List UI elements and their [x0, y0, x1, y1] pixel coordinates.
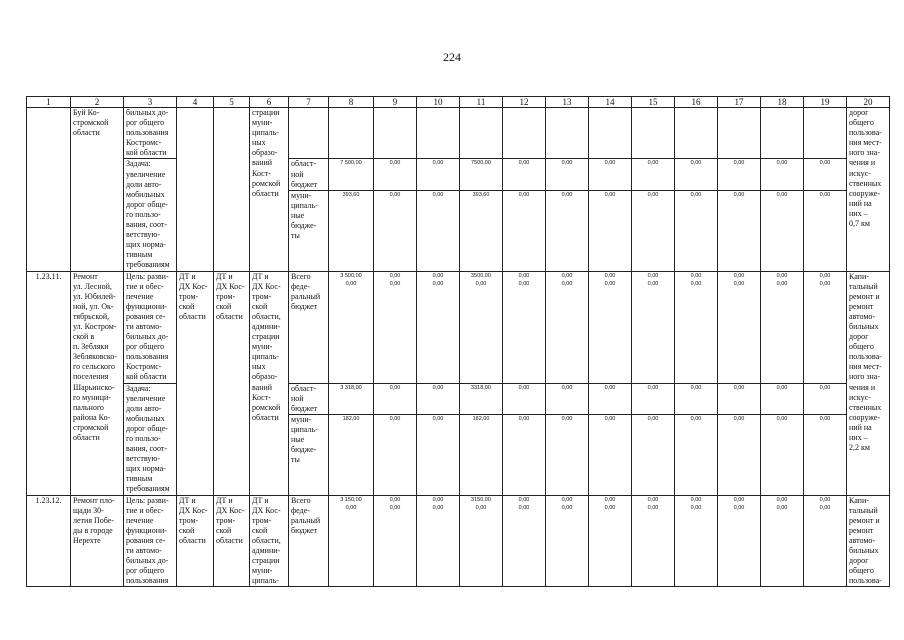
value-cell: 0,00 — [417, 415, 460, 496]
header-cell: 2 — [71, 97, 124, 108]
funding-source: област- ной бюджет — [289, 383, 329, 414]
value-cell: 3150,00 0,00 — [460, 495, 503, 587]
value-cell: 0,00 0,00 — [632, 271, 675, 383]
value-cell: 0,00 — [546, 190, 589, 271]
funding-source: област- ной бюджет — [289, 159, 329, 190]
coexecutor-cell: ДТ и ДХ Кос- тром- ской области — [214, 271, 250, 495]
value-cell: 0,00 0,00 — [675, 495, 718, 587]
value-cell: 0,00 0,00 — [417, 495, 460, 587]
value-cell: 3500,00 0,00 — [460, 271, 503, 383]
value-cell: 0,00 — [546, 383, 589, 414]
value-cell — [718, 108, 761, 159]
value-cell: 0,00 — [374, 415, 417, 496]
value-cell: 0,00 — [374, 383, 417, 414]
value-cell: 0,00 — [804, 159, 847, 190]
value-cell: 0,00 — [632, 159, 675, 190]
value-cell: 0,00 0,00 — [804, 271, 847, 383]
header-cell: 3 — [124, 97, 177, 108]
row-number — [27, 108, 71, 272]
value-cell: 0,00 — [718, 190, 761, 271]
header-cell: 11 — [460, 97, 503, 108]
value-cell: 0,00 0,00 — [675, 271, 718, 383]
expected-result: Капи- тальный ремонт и ремонт автомо- бильных дорог общего пользова- — [847, 495, 890, 587]
page-number: 224 — [443, 50, 461, 64]
participants-cell: страции муни- ципаль- ных образо- ваний Кост- ромской области — [250, 108, 289, 272]
expected-result: Капи- тальный ремонт и ремонт автомо- бильных дорог общего пользова- ния мест- ного зна- чения и искус- ственных сооруже- ний на них – 2,2 км — [847, 271, 890, 495]
task-cell: Задача: увеличение доли авто- мобильных дорог обще- го пользо- вания, соот- ветствую- щих норма- тивным требованиям — [124, 383, 177, 495]
value-cell — [632, 108, 675, 159]
value-cell: 0,00 0,00 — [417, 271, 460, 383]
value-cell: 393,60 — [329, 190, 374, 271]
executor-cell — [177, 108, 214, 272]
task-cell: Задача: увеличение доли авто- мобильных дорог обще- го пользо- вания, соот- ветствую- щих норма- тивным требованиям — [124, 159, 177, 271]
value-cell — [675, 108, 718, 159]
value-cell — [761, 108, 804, 159]
value-cell: 0,00 0,00 — [761, 495, 804, 587]
value-cell: 0,00 — [503, 383, 546, 414]
value-cell: 7500,00 — [460, 159, 503, 190]
value-cell: 0,00 — [546, 415, 589, 496]
value-cell: 0,00 — [675, 415, 718, 496]
value-cell: 0,00 — [675, 159, 718, 190]
value-cell: 0,00 — [374, 190, 417, 271]
header-cell: 12 — [503, 97, 546, 108]
header-cell: 4 — [177, 97, 214, 108]
header-cell: 5 — [214, 97, 250, 108]
value-cell: 3318,00 — [460, 383, 503, 414]
value-cell: 0,00 — [589, 415, 632, 496]
executor-cell: ДТ и ДХ Кос- тром- ской области — [177, 271, 214, 495]
value-cell: 0,00 — [675, 383, 718, 414]
value-cell: 0,00 — [589, 383, 632, 414]
value-cell: 7 500,00 — [329, 159, 374, 190]
coexecutor-cell — [214, 108, 250, 272]
value-cell: 0,00 — [675, 190, 718, 271]
value-cell: 0,00 0,00 — [718, 271, 761, 383]
header-cell: 15 — [632, 97, 675, 108]
value-cell — [804, 108, 847, 159]
activity-name: Ремонт ул. Лесной, ул. Юбилей- ной, ул. Ок- тябрьской, ул. Костром- ской в п. Зебляки Зебляковско- го сельского поселения Шарьинско- го муници- пального района Ко- стромской области — [71, 271, 124, 495]
coexecutor-cell: ДТ и ДХ Кос- тром- ской области — [214, 495, 250, 587]
value-cell: 0,00 0,00 — [589, 495, 632, 587]
goal-cell: Цель: разви- тие и обес- печение функциони- рования се- ти автомо- бильных до- рог общего пользования Костромс- кой области — [124, 271, 177, 383]
value-cell: 0,00 0,00 — [503, 495, 546, 587]
header-cell: 1 — [27, 97, 71, 108]
activity-name: Ремонт пло- щади 30- летия Побе- ды в городе Нерехте — [71, 495, 124, 587]
value-cell: 0,00 — [546, 159, 589, 190]
header-cell: 10 — [417, 97, 460, 108]
value-cell: 0,00 — [804, 415, 847, 496]
value-cell: 0,00 — [804, 190, 847, 271]
value-cell: 0,00 0,00 — [589, 271, 632, 383]
value-cell: 0,00 — [503, 415, 546, 496]
header-cell: 20 — [847, 97, 890, 108]
value-cell — [503, 108, 546, 159]
value-cell — [589, 108, 632, 159]
value-cell: 0,00 0,00 — [761, 271, 804, 383]
value-cell: 3 318,00 — [329, 383, 374, 414]
value-cell — [329, 108, 374, 159]
value-cell: 0,00 — [503, 190, 546, 271]
value-cell: 0,00 0,00 — [804, 495, 847, 587]
value-cell: 0,00 0,00 — [546, 495, 589, 587]
header-cell: 13 — [546, 97, 589, 108]
header-cell: 17 — [718, 97, 761, 108]
value-cell: 0,00 — [417, 190, 460, 271]
value-cell — [374, 108, 417, 159]
header-cell: 19 — [804, 97, 847, 108]
value-cell: 0,00 — [589, 190, 632, 271]
value-cell — [460, 108, 503, 159]
value-cell: 0,00 — [804, 383, 847, 414]
value-cell: 3 500,00 0,00 — [329, 271, 374, 383]
table-row — [27, 495, 890, 587]
expected-result: дорог общего пользова- ния мест- ного зна- чения и искус- ственных сооруже- ний на них – 0,7 км — [847, 108, 890, 272]
row-number: 1.23.12. — [27, 495, 71, 587]
value-cell: 0,00 — [503, 159, 546, 190]
value-cell: 0,00 — [632, 415, 675, 496]
header-cell: 9 — [374, 97, 417, 108]
value-cell: 0,00 — [761, 415, 804, 496]
goal-cell: Цель: разви- тие и обес- печение функциони- рования се- ти автомо- бильных до- рог общего пользования — [124, 495, 177, 587]
header-cell: 18 — [761, 97, 804, 108]
value-cell: 182,00 — [460, 415, 503, 496]
table-row — [27, 383, 890, 414]
activity-name: Буй Ко- стромской области — [71, 108, 124, 272]
goal-cell: бильных до- рог общего пользования Костромс- кой области — [124, 108, 177, 159]
value-cell: 0,00 — [718, 383, 761, 414]
value-cell: 0,00 — [417, 159, 460, 190]
funding-source: Всего феде- ральный бюджет — [289, 495, 329, 587]
value-cell: 182,00 — [329, 415, 374, 496]
value-cell: 0,00 — [374, 159, 417, 190]
table-row — [27, 159, 890, 190]
value-cell: 0,00 — [761, 159, 804, 190]
value-cell: 0,00 — [417, 383, 460, 414]
value-cell: 3 150,00 0,00 — [329, 495, 374, 587]
executor-cell: ДТ и ДХ Кос- тром- ской области — [177, 495, 214, 587]
header-row — [27, 97, 890, 108]
value-cell: 393,60 — [460, 190, 503, 271]
funding-source: муни- ципаль- ные бюдже- ты — [289, 190, 329, 271]
row-number: 1.23.11. — [27, 271, 71, 495]
header-cell: 6 — [250, 97, 289, 108]
value-cell: 0,00 0,00 — [718, 495, 761, 587]
value-cell: 0,00 — [718, 159, 761, 190]
value-cell: 0,00 0,00 — [374, 271, 417, 383]
value-cell: 0,00 0,00 — [632, 495, 675, 587]
value-cell: 0,00 — [761, 383, 804, 414]
header-cell: 14 — [589, 97, 632, 108]
value-cell: 0,00 0,00 — [546, 271, 589, 383]
funding-source: Всего феде- ральный бюджет — [289, 271, 329, 383]
funding-source: муни- ципаль- ные бюдже- ты — [289, 415, 329, 496]
table-row — [27, 271, 890, 383]
value-cell: 0,00 — [589, 159, 632, 190]
value-cell: 0,00 0,00 — [503, 271, 546, 383]
value-cell: 0,00 0,00 — [374, 495, 417, 587]
funding-source — [289, 108, 329, 159]
value-cell: 0,00 — [632, 190, 675, 271]
header-cell: 16 — [675, 97, 718, 108]
program-table — [26, 96, 890, 587]
table-row — [27, 108, 890, 159]
value-cell: 0,00 — [632, 383, 675, 414]
value-cell — [546, 108, 589, 159]
participants-cell: ДТ и ДХ Кос- тром- ской области, админи- страции муни- ципаль- — [250, 495, 289, 587]
participants-cell: ДТ и ДХ Кос- тром- ской области, админи- страции муни- ципаль- ных образо- ваний Кост- ромской области — [250, 271, 289, 495]
value-cell: 0,00 — [718, 415, 761, 496]
header-cell: 7 — [289, 97, 329, 108]
value-cell: 0,00 — [761, 190, 804, 271]
value-cell — [417, 108, 460, 159]
header-cell: 8 — [329, 97, 374, 108]
